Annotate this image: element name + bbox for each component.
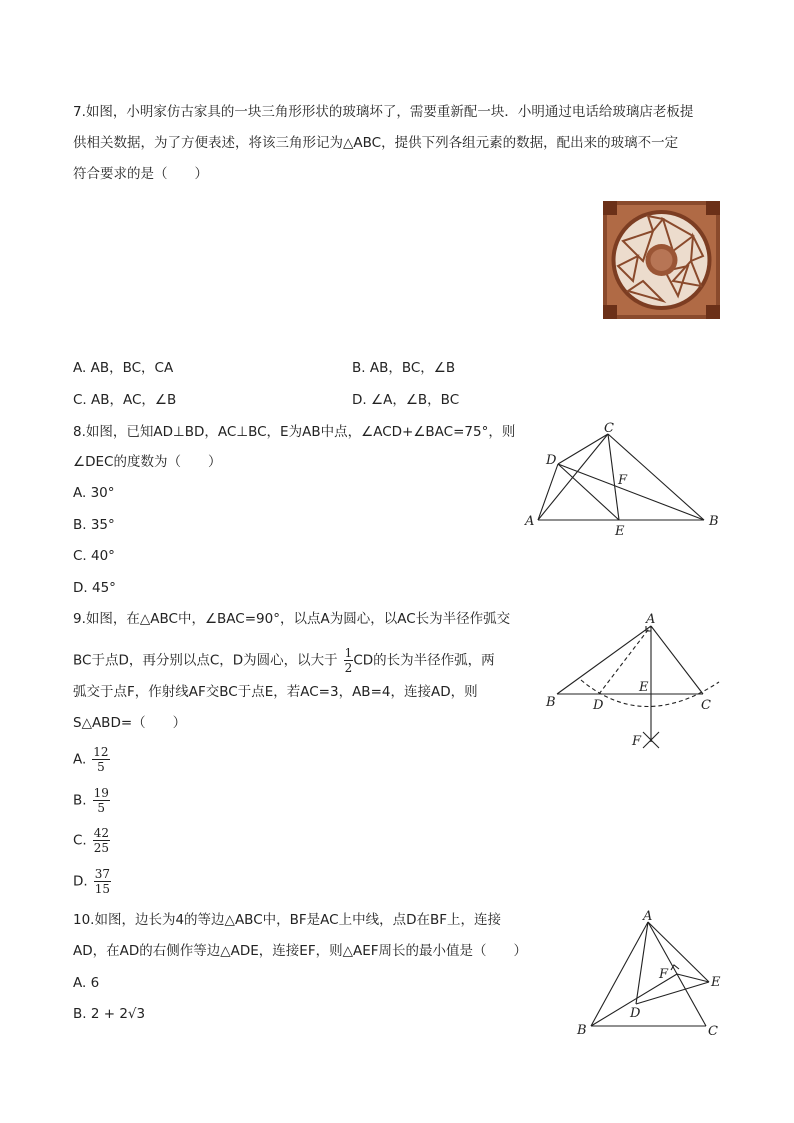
q10-label-b: B xyxy=(577,1023,587,1038)
q8-label-d: D xyxy=(546,453,557,468)
q9-option-b[interactable]: B. $\frac{19}{5}$ xyxy=(73,786,109,815)
q7-line3: 符合要求的是（ ） xyxy=(73,166,208,182)
q8-line2: ∠DEC的度数为（ ） xyxy=(73,454,222,470)
q9-line2 xyxy=(73,646,495,675)
q10-label-f: F xyxy=(659,967,669,982)
q9-option-a[interactable]: A. $\frac{12}{5}$ xyxy=(73,745,109,774)
q9-label-a: A xyxy=(646,612,656,627)
q7-option-a[interactable]: A. AB，BC，CA xyxy=(73,360,174,376)
q8-label-e: E xyxy=(615,524,625,539)
q7-glass-figure xyxy=(603,201,720,319)
q10-option-a[interactable]: A. 6 xyxy=(73,975,100,991)
q8-option-d[interactable]: D. 45° xyxy=(73,580,116,596)
q10-label-c: C xyxy=(708,1024,718,1039)
q9-line2-end: CD的长为半径作弧，两 xyxy=(353,652,495,669)
q10-label-e: E xyxy=(711,975,721,990)
q8-line1: 8.如图，已知AD⊥BD，AC⊥BC，E为AB中点，∠ACD+∠BAC=75°，则 xyxy=(73,424,516,440)
q7-option-c[interactable]: C. AB，AC，∠B xyxy=(73,392,177,408)
q8-label-b: B xyxy=(709,514,719,529)
q10-line1: 10.如图，边长为4的等边△ABC中，BF是AC上中线，点D在BF上，连接 xyxy=(73,912,501,928)
q9-line4: S△ABD=（ ） xyxy=(73,715,187,731)
q8-option-c[interactable]: C. 40° xyxy=(73,548,115,564)
q9-label-c: C xyxy=(701,698,711,713)
q8-label-f: F xyxy=(618,473,628,488)
q8-triangle-figure xyxy=(520,418,725,540)
q9-option-c[interactable]: C. $\frac{42}{25}$ xyxy=(73,826,109,855)
q9-construction-figure xyxy=(543,612,725,754)
q8-option-b[interactable]: B. 35° xyxy=(73,517,115,533)
q10-label-d: D xyxy=(630,1006,641,1021)
q7-option-b[interactable]: B. AB，BC，∠B xyxy=(352,360,456,376)
q8-label-a: A xyxy=(525,514,535,529)
q9-half-fraction: $\frac{1}{2}$ xyxy=(344,646,353,675)
q9-label-b: B xyxy=(546,695,556,710)
q7-option-d[interactable]: D. ∠A，∠B，BC xyxy=(352,392,460,408)
q9-line1: 9.如图，在△ABC中，∠BAC=90°，以点A为圆心，以AC长为半径作弧交 xyxy=(73,611,511,627)
q9-line3: 弧交于点F，作射线AF交BC于点E，若AC=3，AB=4，连接AD，则 xyxy=(73,684,478,700)
q8-label-c: C xyxy=(604,421,614,436)
q10-label-a: A xyxy=(643,909,653,924)
q9-option-d[interactable]: D. $\frac{37}{15}$ xyxy=(73,867,110,896)
q9-label-d: D xyxy=(593,698,604,713)
q10-triangle-figure xyxy=(573,908,725,1042)
q7-line1: 7.如图，小明家仿古家具的一块三角形形状的玻璃坏了，需要重新配一块．小明通过电话给玻璃店老板提 xyxy=(73,104,694,120)
q10-option-b[interactable]: B. 2 + 2√3 xyxy=(73,1006,146,1022)
q10-line2: AD，在AD的右侧作等边△ADE，连接EF，则△AEF周长的最小值是（ ） xyxy=(73,943,528,959)
q9-label-f: F xyxy=(632,734,642,749)
q9-label-e: E xyxy=(639,680,649,695)
q7-line2: 供相关数据，为了方便表述，将该三角形记为△ABC，提供下列各组元素的数据，配出来的玻璃不一定 xyxy=(73,135,679,151)
q8-option-a[interactable]: A. 30° xyxy=(73,485,115,501)
q9-line2-start: BC于点D，再分别以点C，D为圆心，以大于 xyxy=(73,652,338,669)
